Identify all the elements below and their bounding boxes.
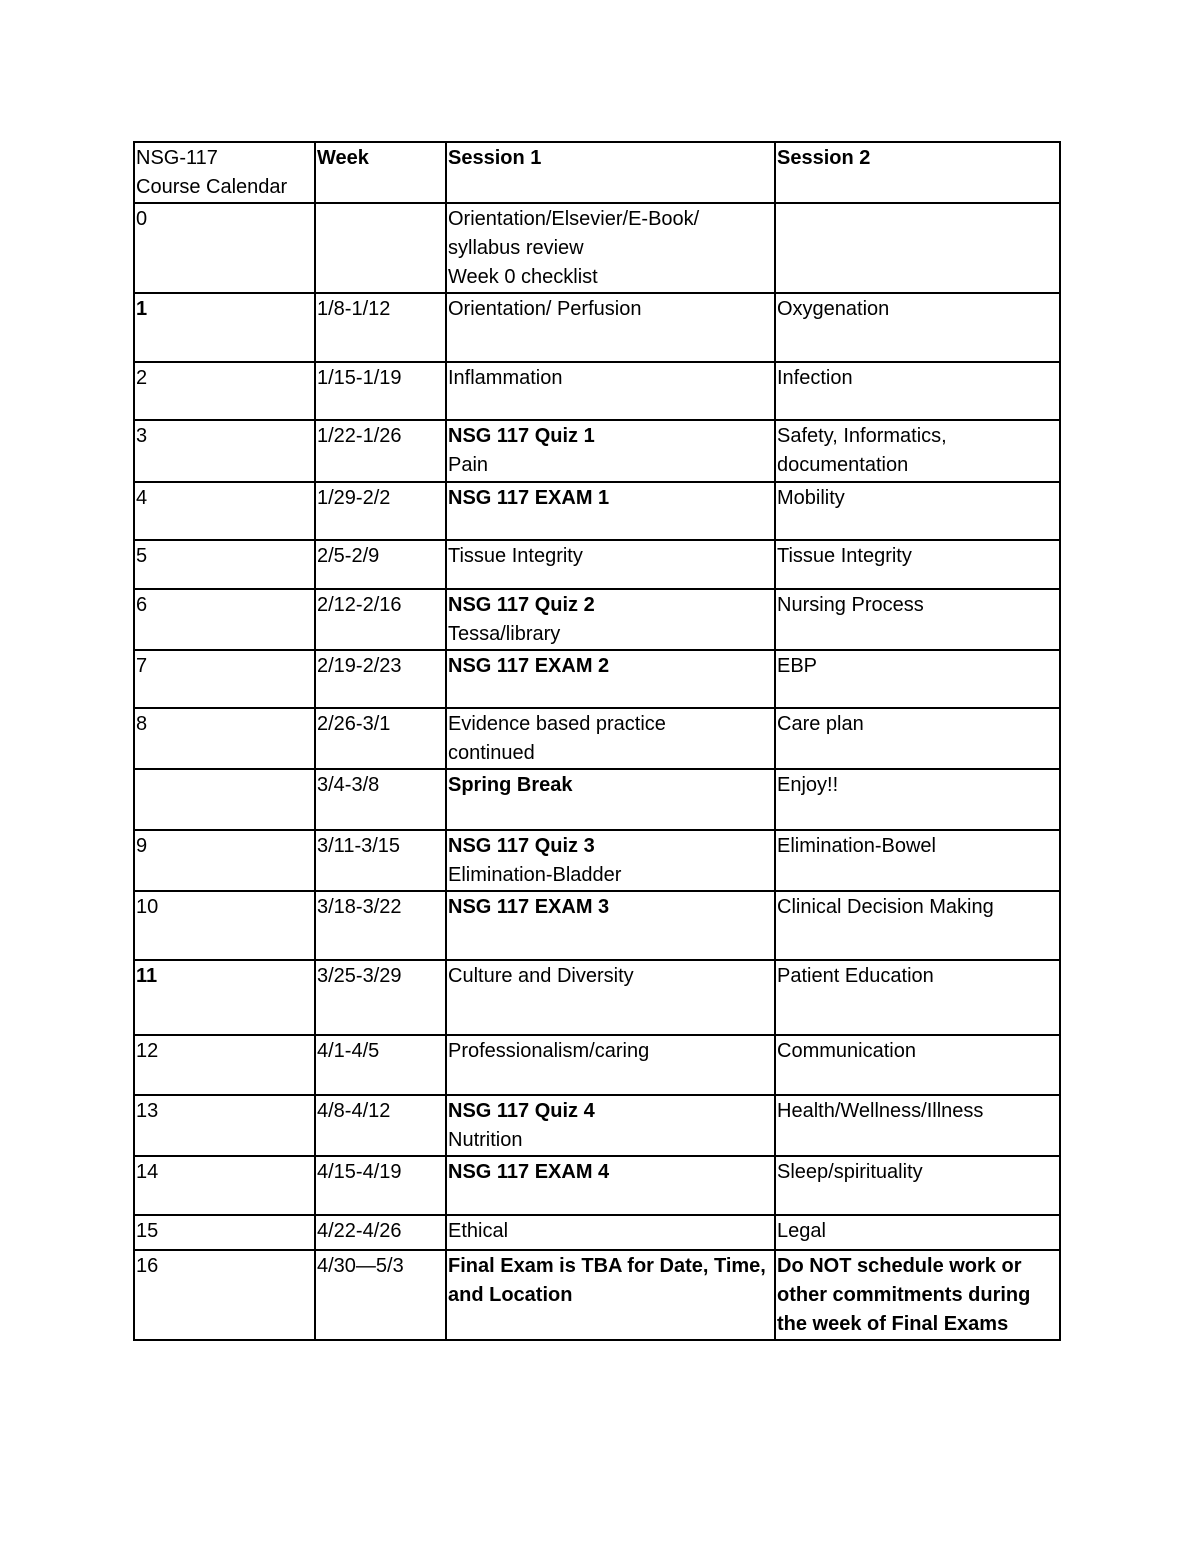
table-row bbox=[134, 891, 1060, 960]
week-number-cell: 3 bbox=[134, 420, 315, 482]
table-row bbox=[134, 1095, 1060, 1156]
session-1-text: Orientation/ Perfusion bbox=[448, 298, 642, 320]
session-2-text: Elimination-Bowel bbox=[777, 835, 936, 857]
session-1-text: NSG 117 Quiz 1 bbox=[448, 425, 595, 447]
session-2-cell bbox=[775, 1035, 1060, 1095]
session-2-text: Patient Education bbox=[777, 965, 934, 987]
week-number-cell: 10 bbox=[134, 891, 315, 960]
week-dates-cell: 4/30—5/3 bbox=[315, 1250, 446, 1340]
session-2-text: Nursing Process bbox=[777, 594, 924, 616]
week-number-cell bbox=[134, 769, 315, 830]
session-1-cell bbox=[446, 293, 775, 362]
session-1-text: Week 0 checklist bbox=[448, 266, 598, 288]
session-1-text: Orientation/Elsevier/E-Book/ bbox=[448, 208, 700, 230]
week-dates-cell: 4/8-4/12 bbox=[315, 1095, 446, 1156]
week-number-cell: 2 bbox=[134, 362, 315, 420]
session-2-text: EBP bbox=[777, 655, 818, 677]
week-number-cell: 1 bbox=[134, 293, 315, 362]
table-row bbox=[134, 1035, 1060, 1095]
week-dates-cell: 1/29-2/2 bbox=[315, 482, 446, 540]
session-1-cell bbox=[446, 769, 775, 830]
week-dates-cell: 1/15-1/19 bbox=[315, 362, 446, 420]
session-2-text: Communication bbox=[777, 1040, 916, 1062]
week-dates-cell: 4/15-4/19 bbox=[315, 1156, 446, 1215]
session-1-text: and Location bbox=[448, 1284, 573, 1306]
session-2-text: Clinical Decision Making bbox=[777, 896, 994, 918]
course-code: NSG-117 bbox=[136, 147, 218, 169]
week-number-cell: 15 bbox=[134, 1215, 315, 1250]
session-2-text: Sleep/spirituality bbox=[777, 1161, 923, 1183]
session-1-text: Spring Break bbox=[448, 774, 573, 796]
week-number-cell: 7 bbox=[134, 650, 315, 708]
session-1-cell bbox=[446, 708, 775, 769]
session-1-cell bbox=[446, 1250, 775, 1340]
session-2-text: other commitments during bbox=[777, 1284, 1031, 1306]
table-row bbox=[134, 650, 1060, 708]
session-2-cell bbox=[775, 1215, 1060, 1250]
week-dates-cell: 3/4-3/8 bbox=[315, 769, 446, 830]
week-number-cell: 8 bbox=[134, 708, 315, 769]
session-2-cell bbox=[775, 1156, 1060, 1215]
session-2-text: Do NOT schedule work or bbox=[777, 1255, 1022, 1277]
week-dates-cell: 2/5-2/9 bbox=[315, 540, 446, 589]
session-1-text: NSG 117 Quiz 3 bbox=[448, 835, 595, 857]
week-number-cell: 14 bbox=[134, 1156, 315, 1215]
course-calendar-label: Course Calendar bbox=[136, 176, 288, 198]
session-2-cell bbox=[775, 482, 1060, 540]
week-dates-cell: 4/1-4/5 bbox=[315, 1035, 446, 1095]
session-2-text: Mobility bbox=[777, 487, 845, 509]
table-row bbox=[134, 960, 1060, 1035]
session-2-text: Oxygenation bbox=[777, 298, 890, 320]
session-1-cell bbox=[446, 650, 775, 708]
week-number-cell: 9 bbox=[134, 830, 315, 891]
session-2-cell bbox=[775, 960, 1060, 1035]
session-1-text: NSG 117 Quiz 2 bbox=[448, 594, 595, 616]
session-1-cell bbox=[446, 891, 775, 960]
session-2-cell bbox=[775, 540, 1060, 589]
session-2-cell bbox=[775, 891, 1060, 960]
session-2-text: Care plan bbox=[777, 713, 864, 735]
session-1-text: NSG 117 EXAM 3 bbox=[448, 896, 610, 918]
week-dates-cell: 2/26-3/1 bbox=[315, 708, 446, 769]
week-number-cell: 13 bbox=[134, 1095, 315, 1156]
week-number-cell: 0 bbox=[134, 203, 315, 293]
session-2-text: Infection bbox=[777, 367, 853, 389]
session-1-cell bbox=[446, 1156, 775, 1215]
week-number-cell: 6 bbox=[134, 589, 315, 650]
week-number-cell: 4 bbox=[134, 482, 315, 540]
session-1-cell bbox=[446, 1095, 775, 1156]
week-dates-cell: 2/19-2/23 bbox=[315, 650, 446, 708]
calendar-body bbox=[134, 142, 1060, 1340]
session-2-cell bbox=[775, 708, 1060, 769]
table-row bbox=[134, 540, 1060, 589]
session-1-text: NSG 117 EXAM 1 bbox=[448, 487, 610, 509]
session-2-cell bbox=[775, 830, 1060, 891]
session-2-cell bbox=[775, 293, 1060, 362]
week-number-cell: 11 bbox=[134, 960, 315, 1035]
session-1-text: Culture and Diversity bbox=[448, 965, 634, 987]
week-dates-cell: 3/18-3/22 bbox=[315, 891, 446, 960]
week-dates-cell: 1/8-1/12 bbox=[315, 293, 446, 362]
table-row bbox=[134, 1250, 1060, 1340]
table-row bbox=[134, 482, 1060, 540]
session-1-cell bbox=[446, 1035, 775, 1095]
session-1-text: NSG 117 Quiz 4 bbox=[448, 1100, 595, 1122]
session-1-text: Nutrition bbox=[448, 1129, 523, 1151]
session-2-cell bbox=[775, 1095, 1060, 1156]
table-row bbox=[134, 1156, 1060, 1215]
week-dates-cell: 3/25-3/29 bbox=[315, 960, 446, 1035]
session-1-cell bbox=[446, 589, 775, 650]
session-2-cell bbox=[775, 420, 1060, 482]
week-dates-cell: 4/22-4/26 bbox=[315, 1215, 446, 1250]
session-2-cell bbox=[775, 203, 1060, 293]
session-2-text: Safety, Informatics, bbox=[777, 425, 947, 447]
header-row bbox=[134, 142, 1060, 203]
week-dates-cell: 2/12-2/16 bbox=[315, 589, 446, 650]
session-1-cell bbox=[446, 830, 775, 891]
session-2-cell bbox=[775, 769, 1060, 830]
session-1-cell bbox=[446, 1215, 775, 1250]
session-1-text: Final Exam is TBA for Date, Time, bbox=[448, 1255, 766, 1277]
table-row bbox=[134, 830, 1060, 891]
header-session-2: Session 2 bbox=[775, 142, 1060, 203]
week-dates-cell bbox=[315, 203, 446, 293]
session-1-text: NSG 117 EXAM 2 bbox=[448, 655, 610, 677]
session-2-cell bbox=[775, 589, 1060, 650]
course-calendar-table bbox=[133, 141, 1061, 1341]
table-row bbox=[134, 769, 1060, 830]
session-1-text: Ethical bbox=[448, 1220, 509, 1242]
week-number-cell: 16 bbox=[134, 1250, 315, 1340]
table-row bbox=[134, 362, 1060, 420]
table-row bbox=[134, 589, 1060, 650]
week-number-cell: 5 bbox=[134, 540, 315, 589]
session-1-text: syllabus review bbox=[448, 237, 584, 259]
session-1-cell bbox=[446, 362, 775, 420]
session-1-cell bbox=[446, 960, 775, 1035]
session-2-text: the week of Final Exams bbox=[777, 1313, 1009, 1335]
week-dates-cell: 3/11-3/15 bbox=[315, 830, 446, 891]
session-1-text: Tissue Integrity bbox=[448, 545, 583, 567]
session-1-text: Tessa/library bbox=[448, 623, 561, 645]
session-1-cell bbox=[446, 540, 775, 589]
session-1-cell bbox=[446, 420, 775, 482]
header-week: Week bbox=[315, 142, 446, 203]
session-1-text: Professionalism/caring bbox=[448, 1040, 650, 1062]
session-1-text: Pain bbox=[448, 454, 489, 476]
table-row bbox=[134, 203, 1060, 293]
session-1-text: NSG 117 EXAM 4 bbox=[448, 1161, 610, 1183]
table-row bbox=[134, 708, 1060, 769]
week-number-cell: 12 bbox=[134, 1035, 315, 1095]
session-1-cell bbox=[446, 482, 775, 540]
session-2-cell bbox=[775, 650, 1060, 708]
session-2-text: Health/Wellness/Illness bbox=[777, 1100, 984, 1122]
session-1-text: Elimination-Bladder bbox=[448, 864, 622, 886]
session-2-text: documentation bbox=[777, 454, 909, 476]
session-1-text: Evidence based practice bbox=[448, 713, 666, 735]
table-row bbox=[134, 293, 1060, 362]
header-session-1: Session 1 bbox=[446, 142, 775, 203]
session-1-text: continued bbox=[448, 742, 535, 764]
week-dates-cell: 1/22-1/26 bbox=[315, 420, 446, 482]
table-row bbox=[134, 1215, 1060, 1250]
session-2-cell bbox=[775, 1250, 1060, 1340]
table-row bbox=[134, 420, 1060, 482]
session-1-cell bbox=[446, 203, 775, 293]
session-2-text: Enjoy!! bbox=[777, 774, 839, 796]
session-2-cell bbox=[775, 362, 1060, 420]
session-1-text: Inflammation bbox=[448, 367, 563, 389]
session-2-text: Legal bbox=[777, 1220, 826, 1242]
session-2-text: Tissue Integrity bbox=[777, 545, 912, 567]
header-course-cell bbox=[134, 142, 315, 203]
